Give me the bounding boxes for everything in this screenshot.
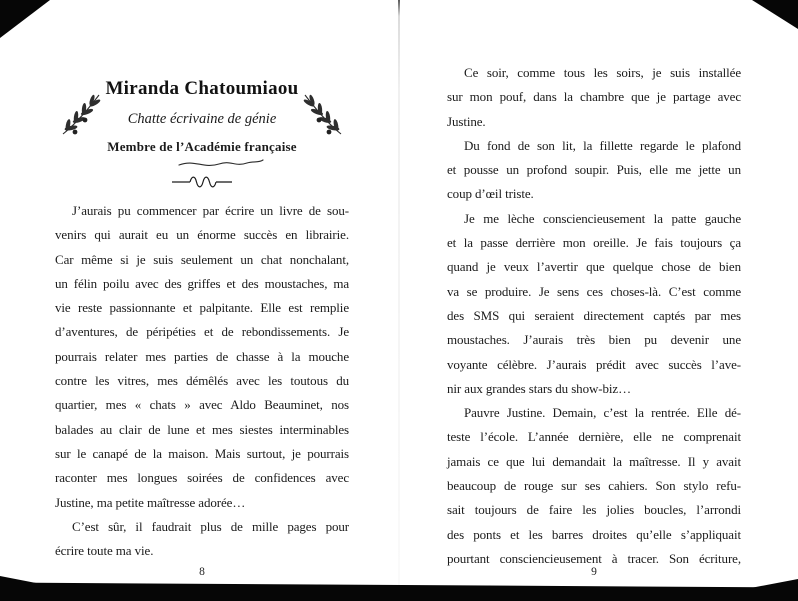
text-line: sait toujours de faire les jolies boucles, l’arrondi	[447, 502, 741, 518]
photo-corner-top-left	[0, 0, 50, 38]
book-subtitle: Chatte écrivaine de génie	[127, 111, 277, 127]
text-line: des SMS qui seraient directement captés par mes	[447, 307, 741, 323]
text-line: C’est sûr, il faudrait plus de mille pages pour	[72, 518, 349, 534]
text-line: pourtant consciencieusement à tracer. Son écriture,	[447, 550, 741, 566]
text-line: Justine, ma petite maîtresse adorée…	[55, 494, 246, 510]
text-line: raconter mes longues soirées de confidences avec	[55, 470, 349, 486]
text-line: Car même si je suis seulement un chat nonchalant,	[55, 251, 349, 267]
text-line: un félin poilu avec des griffes et des moustaches, ma	[55, 275, 349, 291]
text-line: pourrais relater mes parties de chasse à la mouche	[55, 348, 349, 364]
text-line: moustaches. J’aurais très bien pu devenir une	[447, 332, 741, 348]
page-number: 9	[591, 566, 597, 578]
text-line: vie reste passionnante et palpitante. Elle est remplie	[55, 300, 349, 316]
text-line: et pousse un profond soupir. Puis, elle me jette un	[447, 162, 741, 178]
page-number: 8	[199, 566, 205, 578]
text-line: Je me lèche consciencieusement la patte gauche	[464, 210, 741, 226]
text-line: coup d’œil triste.	[447, 186, 534, 202]
text-line: Pauvre Justine. Demain, c’est la rentrée. Elle dé-	[464, 405, 741, 421]
photo-corner-top-right	[752, 0, 798, 29]
text-line: J’aurais pu commencer par écrire un livre de sou-	[72, 203, 349, 218]
text-line: Ce soir, comme tous les soirs, je suis installée	[464, 65, 741, 80]
text-line: balades au clair de lune et mes siestes interminables	[55, 421, 349, 437]
page-gutter-crease	[398, 0, 400, 586]
text-line: nir aux grandes stars du show-biz…	[447, 380, 631, 396]
section-divider-icon	[172, 175, 232, 189]
right-page	[447, 0, 741, 601]
text-line: d’aventures, de péripéties et de rebondissements. Je	[55, 324, 349, 340]
text-line: quand je veux l’avertir que quelque chose de bien	[447, 259, 741, 275]
text-line: des ponts et les barres droites qu’elle s’appliquait	[447, 526, 741, 542]
text-line: contre les vitres, mes démêlés avec les toutous du	[55, 373, 349, 389]
text-line: jamais ce que lui demandait la maîtresse. Il y avait	[447, 453, 741, 469]
text-line: sur le canapé de la maison. Mais surtout, je pourrais	[55, 445, 349, 461]
text-line: Justine.	[447, 113, 486, 129]
affiliation-line: Membre de l’Académie française	[107, 139, 297, 154]
flourish-icon	[177, 156, 265, 172]
text-line: beaucoup de rouge sur ses cahiers. Son stylo refu-	[447, 478, 741, 494]
book-title: Miranda Chatoumiaou	[105, 78, 299, 99]
text-line: et la passe derrière mon oreille. Je fais toujours ça	[447, 235, 741, 251]
left-page	[55, 0, 349, 601]
text-line: sur mon pouf, dans la chambre que je partage avec	[447, 89, 741, 105]
text-line: venirs qui aurait eu un énorme succès en librairie.	[55, 227, 349, 243]
text-line: écrire toute ma vie.	[55, 543, 154, 559]
text-line: va se produire. Je sens ces choses-là. C’est comme	[447, 283, 741, 299]
text-line: voyante célèbre. J’aurais prédit avec succès l’ave-	[447, 356, 741, 372]
text-line: teste l’école. L’année dernière, elle ne comprenait	[447, 429, 741, 445]
text-line: Du fond de son lit, la fillette regarde le plafond	[464, 137, 741, 153]
body-text	[447, 61, 741, 571]
text-line: quartier, mes « chats » avec Aldo Beauminet, nos	[55, 397, 349, 413]
body-text	[55, 199, 349, 563]
